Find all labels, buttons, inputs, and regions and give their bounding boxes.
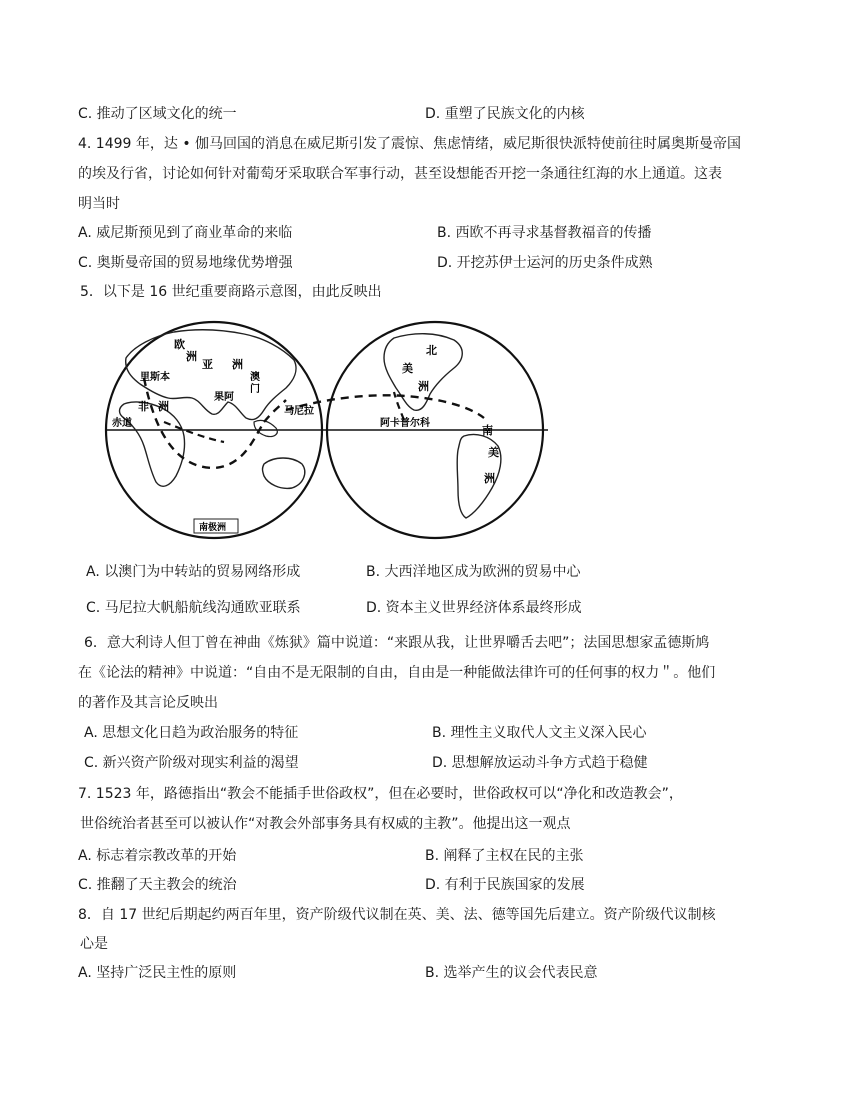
q4-stem-line-1: 4. 1499 年，达 • 伽马回国的消息在威尼斯引发了震惊、焦虑情绪，威尼斯很快派特使前往时属奥斯曼帝国	[78, 136, 742, 152]
label-na-c: 洲	[418, 380, 429, 393]
label-antarctica: 南极洲	[199, 523, 227, 533]
q8-option-b: B. 选举产生的议会代表民意	[425, 965, 598, 981]
label-na-a: 北	[426, 344, 437, 357]
label-asia-b: 洲	[232, 358, 243, 371]
q8-option-a: A. 坚持广泛民主性的原则	[78, 965, 237, 981]
q5-option-d: D. 资本主义世界经济体系最终形成	[366, 600, 582, 616]
label-lisbon: 里斯本	[140, 372, 170, 383]
q4-option-b: B. 西欧不再寻求基督教福音的传播	[437, 225, 652, 241]
label-africa-a: 非	[138, 400, 149, 413]
label-europe-a: 欧	[174, 338, 185, 351]
q4-option-d: D. 开挖苏伊士运河的历史条件成熟	[437, 255, 653, 271]
q6-option-d: D. 思想解放运动斗争方式趋于稳健	[432, 755, 648, 771]
q6-option-a: A. 思想文化日趋为政治服务的特征	[84, 725, 299, 741]
label-sa-c: 洲	[484, 472, 495, 485]
q6-stem-line-1: 6．意大利诗人但丁曾在神曲《炼狱》篇中说道：“来跟从我，让世界嚼舌去吧”；法国思想家孟德斯鸠	[84, 635, 710, 651]
label-sa-a: 南	[482, 424, 493, 437]
label-europe-b: 洲	[186, 350, 197, 363]
label-goa: 果阿	[214, 392, 234, 403]
q5-option-b: B. 大西洋地区成为欧洲的贸易中心	[366, 564, 581, 580]
q5-stem: 5．以下是 16 世纪重要商路示意图，由此反映出	[80, 284, 382, 300]
q4-stem-line-3: 明当时	[78, 196, 120, 212]
q6-stem-line-2: 在《论法的精神》中说道：“自由不是无限制的自由，自由是一种能做法律许可的任何事的权力＂。他们	[78, 665, 716, 681]
q7-stem-line-1: 7. 1523 年，路德指出“教会不能插手世俗政权”，但在必要时，世俗政权可以“净化和改造教会”，	[78, 786, 683, 802]
trade-route-map	[104, 318, 550, 543]
q4-option-c: C. 奥斯曼帝国的贸易地缘优势增强	[78, 255, 293, 271]
trade-route-map-svg	[104, 318, 550, 543]
q4-stem-line-2: 的埃及行省，讨论如何针对葡萄牙采取联合军事行动，甚至设想能否开挖一条通往红海的水上通道。这表	[78, 166, 722, 182]
label-na-b: 美	[402, 362, 413, 375]
label-manila: 马尼拉	[284, 406, 314, 417]
q7-option-b: B. 阐释了主权在民的主张	[425, 848, 584, 864]
label-acapulco: 阿卡普尔科	[380, 418, 430, 429]
q7-option-d: D. 有利于民族国家的发展	[425, 877, 585, 893]
q7-option-a: A. 标志着宗教改革的开始	[78, 848, 237, 864]
q7-stem-line-2: 世俗统治者甚至可以被认作“对教会外部事务具有权威的主教”。他提出这一观点	[80, 816, 571, 832]
q6-option-b: B. 理性主义取代人文主义深入民心	[432, 725, 647, 741]
label-africa-b: 洲	[158, 400, 169, 413]
q3-option-c: C. 推动了区域文化的统一	[78, 106, 237, 122]
q8-stem-line-2: 心是	[80, 936, 108, 952]
label-asia-a: 亚	[202, 358, 213, 371]
q5-option-c: C. 马尼拉大帆船航线沟通欧亚联系	[86, 600, 301, 616]
q7-option-c: C. 推翻了天主教会的统治	[78, 877, 237, 893]
q5-option-a: A. 以澳门为中转站的贸易网络形成	[86, 564, 301, 580]
label-macau-b: 门	[250, 384, 260, 395]
q6-stem-line-3: 的著作及其言论反映出	[78, 695, 218, 711]
q4-option-a: A. 威尼斯预见到了商业革命的来临	[78, 225, 293, 241]
label-macau-a: 澳	[250, 372, 260, 383]
q3-option-d: D. 重塑了民族文化的内核	[425, 106, 585, 122]
q6-option-c: C. 新兴资产阶级对现实利益的渴望	[84, 755, 299, 771]
q8-stem-line-1: 8．自 17 世纪后期起约两百年里，资产阶级代议制在英、美、法、德等国先后建立。资产阶级代议制核	[78, 907, 716, 923]
label-sa-b: 美	[488, 446, 499, 459]
label-equator: 赤道	[112, 418, 132, 429]
